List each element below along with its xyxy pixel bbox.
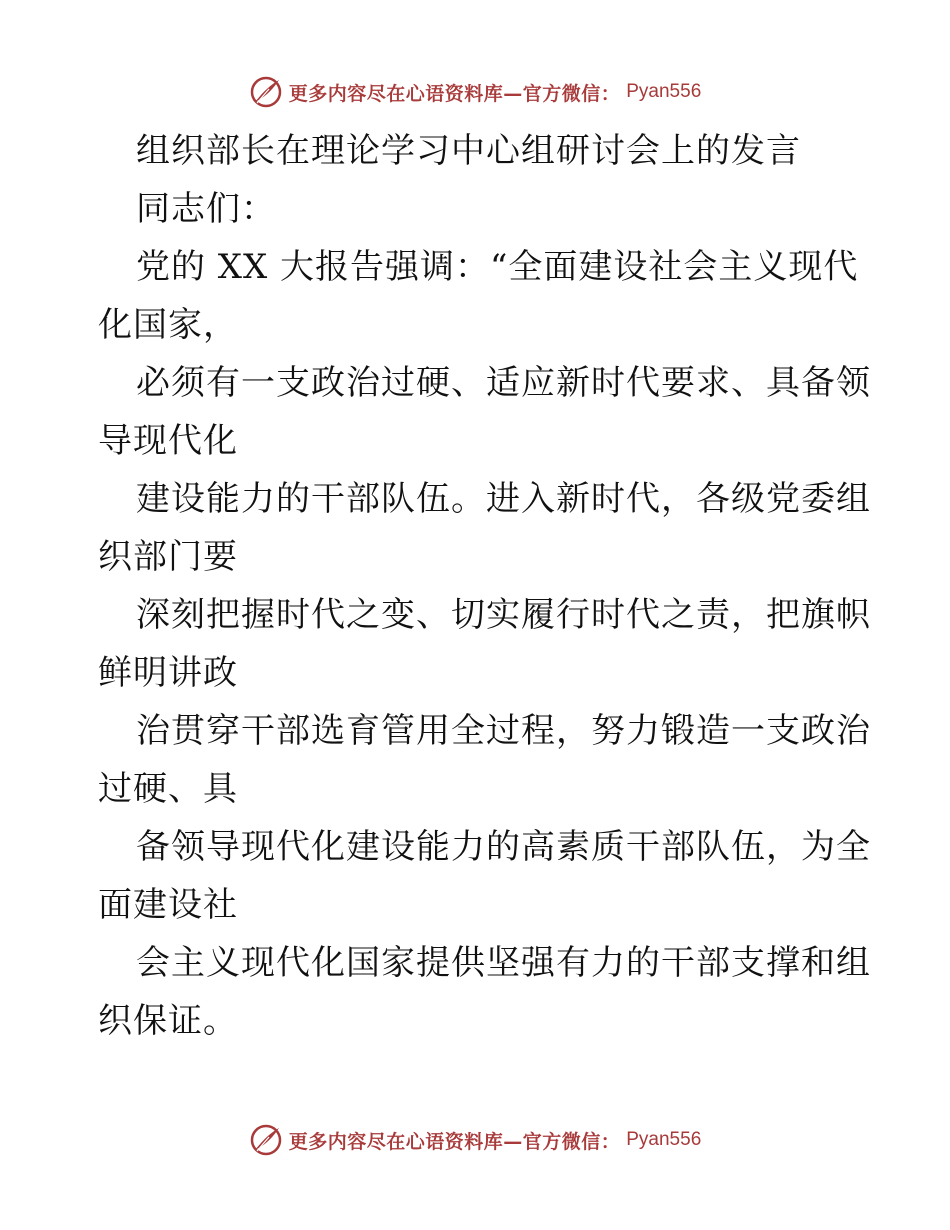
paragraph-line: 鲜明讲政 bbox=[98, 653, 238, 693]
paragraph-line: 深刻把握时代之变、切实履行时代之责，把旗帜 bbox=[136, 595, 871, 635]
paragraph-line: 治贯穿干部选育管用全过程，努力锻造一支政治 bbox=[136, 711, 871, 751]
feather-circle-logo-icon bbox=[249, 1123, 283, 1157]
paragraph-line: 化国家， bbox=[98, 305, 238, 345]
document-title: 组织部长在理论学习中心组研讨会上的发言 bbox=[136, 131, 801, 171]
header-banner bbox=[0, 72, 950, 112]
paragraph-line: 党的 XX 大报告强调：“全面建设社会主义现代 bbox=[136, 247, 859, 287]
feather-circle-logo-icon bbox=[249, 75, 283, 109]
paragraph bbox=[98, 238, 858, 354]
paragraph-line: 必须有一支政治过硬、适应新时代要求、具备领 bbox=[136, 363, 871, 403]
paragraph-line: 会主义现代化国家提供坚强有力的干部支撑和组 bbox=[136, 943, 871, 983]
greeting: 同志们： bbox=[136, 189, 276, 229]
document-body bbox=[98, 122, 871, 1050]
banner-wechat-id: Pyan556 bbox=[626, 1129, 702, 1150]
footer-banner bbox=[0, 1120, 950, 1160]
paragraph-line: 织部门要 bbox=[98, 537, 238, 577]
paragraph-line: 建设能力的干部队伍。进入新时代，各级党委组 bbox=[136, 479, 871, 519]
paragraph-line: 织保证。 bbox=[98, 1001, 238, 1041]
paragraph-line: 备领导现代化建设能力的高素质干部队伍，为全 bbox=[136, 827, 871, 867]
banner-wechat-id: Pyan556 bbox=[626, 81, 702, 102]
paragraph-line: 导现代化 bbox=[98, 421, 238, 461]
paragraph bbox=[98, 470, 871, 586]
paragraph bbox=[98, 586, 871, 702]
banner-text: 更多内容尽在心语资料库—官方微信： bbox=[288, 1130, 621, 1153]
paragraph-line: 过硬、具 bbox=[98, 769, 238, 809]
paragraph bbox=[98, 354, 871, 470]
banner-text: 更多内容尽在心语资料库—官方微信： bbox=[288, 82, 621, 105]
paragraph bbox=[98, 934, 871, 1050]
paragraph-line: 面建设社 bbox=[98, 885, 238, 925]
paragraph bbox=[98, 818, 871, 934]
paragraph bbox=[98, 702, 871, 818]
